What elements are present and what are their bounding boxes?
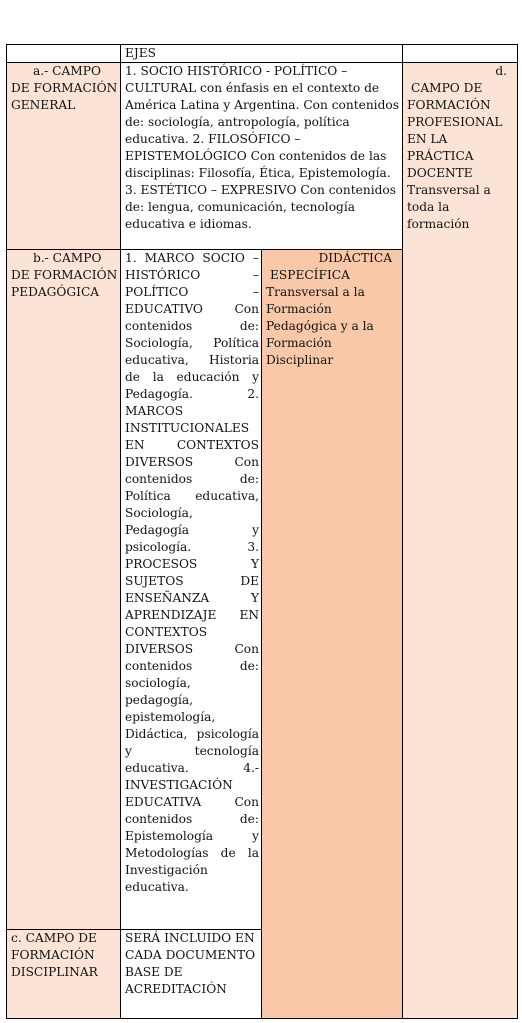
curriculum-table: [6, 44, 518, 1019]
campo-pedagogica-content: 1. MARCO SOCIO – HISTÓRICO – POLÍTICO – EDUCATIVO Con contenidos de: Sociología, Política educativa, Historia de la educación y Pedagogía. 2. MARCOS INSTITUCIONALES EN CONTEXTOS DIVERSOS Con contenidos de: Política educativa, Sociología, Pedagogía y psicología. 3. PROCESOS Y SUJETOS DE ENSEÑANZA Y APRENDIZAJE EN CONTEXTOS DIVERSOS Con contenidos de: sociología, pedagogía, epistemología, Didáctica, psicología y tecnología educativa. 4.- INVESTIGACIÓN EDUCATIVA Con contenidos de: Epistemología y Metodologías de la Investigación educativa.: [121, 250, 262, 930]
row-general: [7, 63, 518, 250]
practica-body: CAMPO DE FORMACIÓN PROFESIONAL EN LA PRÁCTICA DOCENTE Transversal a toda la formación: [407, 81, 503, 231]
practica-docente-cell: [403, 63, 518, 1019]
didactica-title: DIDÁCTICA: [318, 251, 392, 265]
campo-general-label: a.- CAMPO DE FORMACIÓN GENERAL: [7, 63, 121, 250]
header-empty-cell-right: [403, 45, 518, 63]
campo-general-content: 1. SOCIO HISTÓRICO - POLÍTICO – CULTURAL con énfasis en el contexto de América Latina y Argentina. Con contenidos de: sociología, antropología, política educativa. 2. FILOSÓFICO – EPISTEMOLÓGICO Con contenidos de las disciplinas: Filosofía, Ética, Epistemología. 3. ESTÉTICO – EXPRESIVO Con contenidos de: lengua, comunicación, tecnología educativa e idiomas.: [121, 63, 403, 250]
campo-pedagogica-label: b.- CAMPO DE FORMACIÓN PEDAGÓGICA: [7, 250, 121, 930]
didactica-body: ESPECÍFICA Transversal a la Formación Pedagógica y a la Formación Disciplinar: [266, 268, 374, 367]
campo-disciplinar-content: SERÁ INCLUIDO EN CADA DOCUMENTO BASE DE ACREDITACIÓN: [121, 930, 262, 1019]
header-row: [7, 45, 518, 63]
ejes-header: EJES: [121, 45, 403, 63]
didactica-especifica-cell: [262, 250, 403, 1019]
practica-letter: d.: [495, 64, 507, 78]
header-empty-cell: [7, 45, 121, 63]
campo-disciplinar-label: c. CAMPO DE FORMACIÓN DISCIPLINAR: [7, 930, 121, 1019]
